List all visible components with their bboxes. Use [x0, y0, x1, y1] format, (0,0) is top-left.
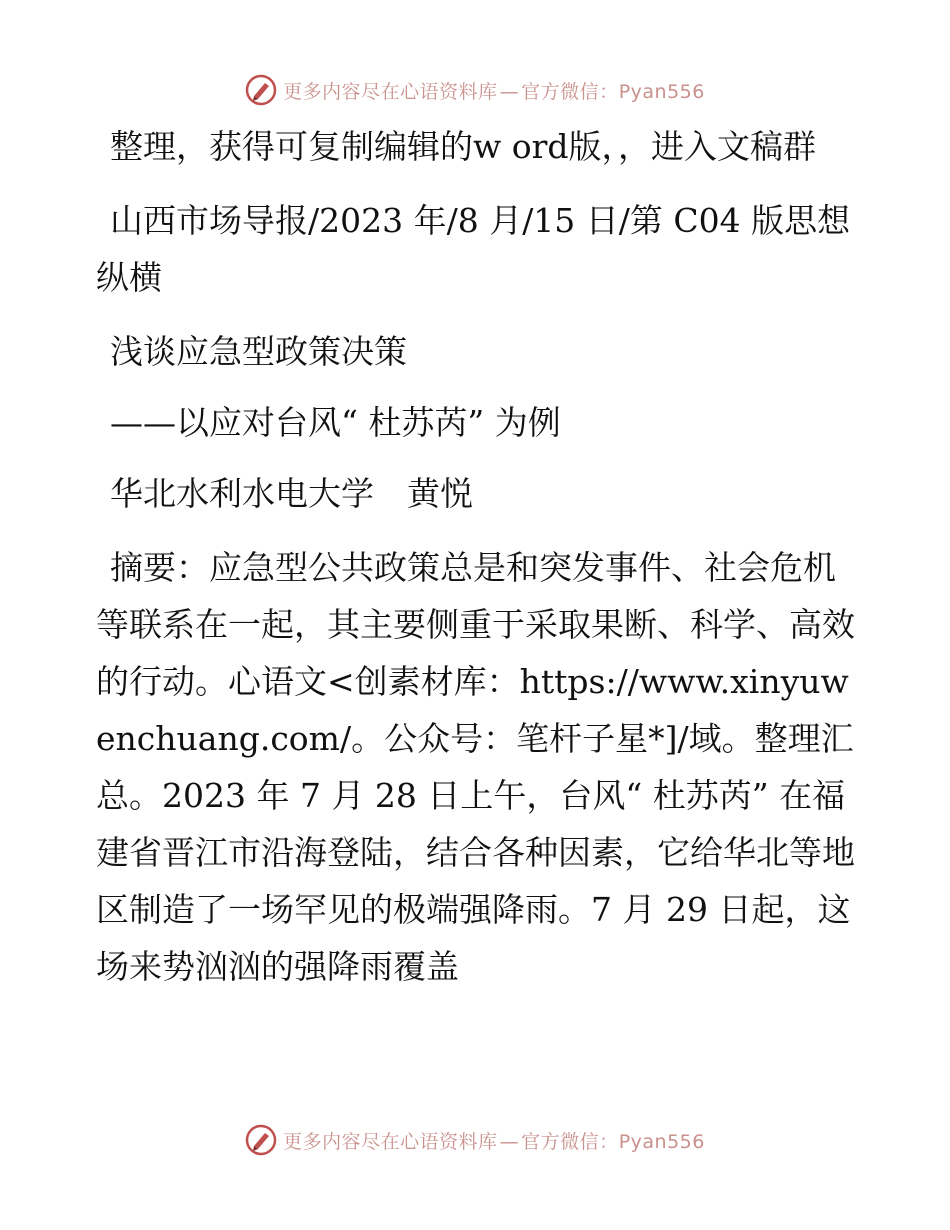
header-watermark: [0, 70, 950, 110]
pen-logo-icon: [245, 1124, 277, 1156]
pen-logo-icon: [245, 74, 277, 106]
watermark-text: 更多内容尽在心语资料库 — 官方微信：Pyan556: [283, 1130, 705, 1153]
paragraph-abstract: 摘要：应急型公共政策总是和突发事件、社会危机等联系在一起，其主要侧重于采取果断、科学、高效的行动。心语文<创素材库：https://www.xinyuwenchuang.com/。公众号：笔杆子星*]/域。整理汇总。2023 年 7 月 28 日上午，台风“ 杜苏芮” 在福建省晋江市沿海登陆，结合各种因素，它给华北等地区制造了一场罕见的极端强降雨。7 月 29 日起，这场来势汹汹的强降雨覆盖: [96, 548, 855, 986]
paragraph-intro: 整理，获得可复制编辑的w ord版，，进入文稿群: [110, 127, 817, 166]
paragraph-source: 山西市场导报/2023 年/8 月/15 日/第 C04 版思想纵横: [96, 201, 851, 297]
article-title: 浅谈应急型政策决策: [110, 332, 407, 371]
footer-watermark: [0, 1120, 950, 1160]
article-author: 华北水利水电大学 黄悦: [110, 474, 473, 513]
article-subtitle: ——以应对台风“ 杜苏芮” 为例: [110, 403, 561, 442]
watermark-text: 更多内容尽在心语资料库 — 官方微信：Pyan556: [283, 80, 705, 103]
document-body: [96, 118, 856, 1012]
